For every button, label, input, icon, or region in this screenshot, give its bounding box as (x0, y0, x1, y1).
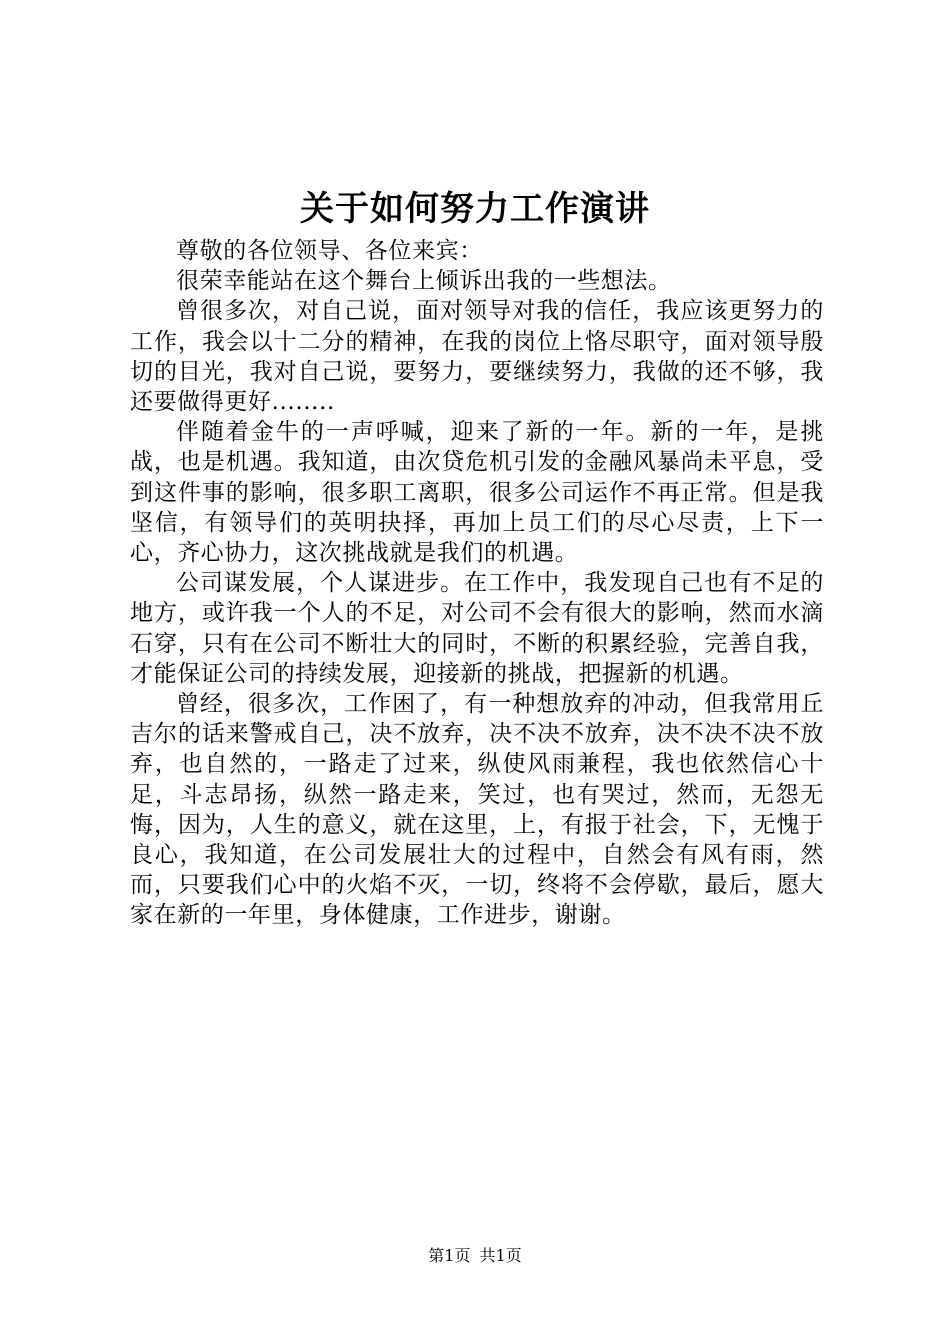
paragraph-salutation: 尊敬的各位领导、各位来宾： (176, 238, 483, 264)
paragraph-2: 伴随着金牛的一声呼喊，迎来了新的一年。新的一年，是挑战，也是机遇。我知道，由次贷危机引发的金融风暴尚未平息，受到这件事的影响，很多职工离职，很多公司运作不再正常。但是我坚信，有领导们的英明抉择，再加上员工们的尽心尽责，上下一心，齐心协力，这次挑战就是我们的机遇。 (130, 419, 824, 567)
paragraph-opening: 很荣幸能站在这个舞台上倾诉出我的一些想法。 (176, 268, 672, 295)
page-footer (0, 1244, 950, 1268)
document-body (130, 236, 824, 931)
paragraph-3: 公司谋发展，个人谋进步。在工作中，我发现自己也有不足的地方，或许我一个人的不足，对公司不会有很大的影响，然而水滴石穿，只有在公司不断壮大的同时，不断的积累经验，完善自我，才能保证公司的持续发展，迎接新的挑战，把握新的机遇。 (130, 570, 824, 687)
page-number: 第1页 (428, 1246, 471, 1265)
document-title: 关于如何努力工作演讲 (300, 189, 650, 229)
paragraph-4: 曾经，很多次，工作困了，有一种想放弃的冲动，但我常用丘吉尔的话来警戒自己，决不放弃，决不决不放弃，决不决不决不放弃，也自然的，一路走了过来，纵使风雨兼程，我也依然信心十足，斗志昂扬，纵然一路走来，笑过，也有哭过，然而，无怨无悔，因为，人生的意义，就在这里，上，有报于社会，下，无愧于良心，我知道，在公司发展壮大的过程中，自然会有风有雨，然而，只要我们心中的火焰不灭，一切，终将不会停歇，最后，愿大家在新的一年里，身体健康，工作进步，谢谢。 (130, 691, 824, 929)
page-total: 共1页 (479, 1246, 522, 1265)
paragraph-1: 曾很多次，对自己说，面对领导对我的信任，我应该更努力的工作，我会以十二分的精神，在我的岗位上恪尽职守，面对领导殷切的目光，我对自己说，要努力，要继续努力，我做的还不够，我还要做得更好........ (130, 298, 824, 416)
